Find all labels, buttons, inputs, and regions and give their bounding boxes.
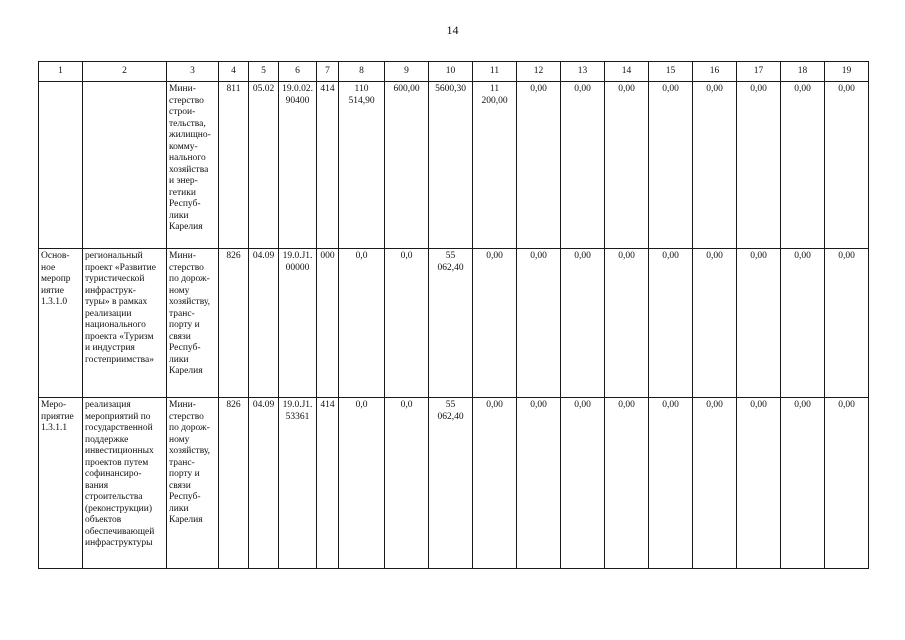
cell-value: 0,00 bbox=[561, 398, 605, 569]
cell-value: 0,0 bbox=[339, 249, 385, 398]
cell-value: 110 514,90 bbox=[339, 82, 385, 249]
row-title: реализация мероприятий по государственной поддержке инвестиционных проектов путем софинансиро- вания строительства (реконструкции) объектов обеспечивающей инфраструктуры bbox=[83, 398, 167, 569]
cell-grbs: 826 bbox=[219, 398, 249, 569]
row-executor: Мини- стерство строи- тельства, жилищно- комму- нального хозяйства и энер- гетики Респуб- лики Карелия bbox=[167, 82, 219, 249]
budget-table bbox=[38, 61, 869, 569]
cell-value: 55 062,40 bbox=[429, 398, 473, 569]
column-header: 19 bbox=[825, 62, 869, 82]
table-row bbox=[39, 398, 869, 569]
cell-value: 0,00 bbox=[737, 82, 781, 249]
cell-csr: 19.0.J1. 53361 bbox=[279, 398, 317, 569]
column-header: 5 bbox=[249, 62, 279, 82]
cell-value: 0,00 bbox=[605, 249, 649, 398]
cell-vr: 414 bbox=[317, 398, 339, 569]
cell-value: 0,00 bbox=[649, 249, 693, 398]
table-row bbox=[39, 249, 869, 398]
row-title bbox=[83, 82, 167, 249]
row-name bbox=[39, 82, 83, 249]
cell-value: 0,0 bbox=[339, 398, 385, 569]
row-name: Основ- ное меропр иятие 1.3.1.0 bbox=[39, 249, 83, 398]
column-header: 4 bbox=[219, 62, 249, 82]
cell-value: 0,00 bbox=[825, 398, 869, 569]
cell-value: 0,00 bbox=[561, 249, 605, 398]
column-header: 2 bbox=[83, 62, 167, 82]
cell-rzpr: 04.09 bbox=[249, 249, 279, 398]
cell-value: 0,00 bbox=[781, 398, 825, 569]
cell-grbs: 826 bbox=[219, 249, 249, 398]
cell-value: 0,00 bbox=[473, 398, 517, 569]
cell-value: 0,00 bbox=[693, 82, 737, 249]
cell-value: 0,00 bbox=[605, 398, 649, 569]
cell-value: 11 200,00 bbox=[473, 82, 517, 249]
cell-value: 0,00 bbox=[693, 249, 737, 398]
column-header: 7 bbox=[317, 62, 339, 82]
cell-value: 0,00 bbox=[825, 249, 869, 398]
column-header: 12 bbox=[517, 62, 561, 82]
cell-csr: 19.0.J1. 00000 bbox=[279, 249, 317, 398]
cell-value: 0,00 bbox=[517, 82, 561, 249]
cell-vr: 414 bbox=[317, 82, 339, 249]
column-header: 14 bbox=[605, 62, 649, 82]
cell-vr: 000 bbox=[317, 249, 339, 398]
cell-value: 0,00 bbox=[561, 82, 605, 249]
row-title: региональный проект «Развитие туристической инфраструк- туры» в рамках реализации национального проекта «Туризм и индустрия гостеприимства» bbox=[83, 249, 167, 398]
cell-value: 0,00 bbox=[693, 398, 737, 569]
cell-rzpr: 05.02 bbox=[249, 82, 279, 249]
cell-value: 55 062,40 bbox=[429, 249, 473, 398]
cell-value: 0,00 bbox=[517, 398, 561, 569]
column-header: 6 bbox=[279, 62, 317, 82]
cell-value: 0,00 bbox=[825, 82, 869, 249]
cell-value: 5600,30 bbox=[429, 82, 473, 249]
cell-value: 0,00 bbox=[781, 82, 825, 249]
table-row bbox=[39, 82, 869, 249]
cell-csr: 19.0.02. 90400 bbox=[279, 82, 317, 249]
column-header: 10 bbox=[429, 62, 473, 82]
page-number: 14 bbox=[446, 23, 459, 37]
cell-value: 0,00 bbox=[605, 82, 649, 249]
column-header: 16 bbox=[693, 62, 737, 82]
row-name: Меро- приятие 1.3.1.1 bbox=[39, 398, 83, 569]
cell-rzpr: 04.09 bbox=[249, 398, 279, 569]
cell-value: 0,00 bbox=[781, 249, 825, 398]
cell-value: 0,00 bbox=[649, 398, 693, 569]
column-header: 9 bbox=[385, 62, 429, 82]
cell-value: 0,00 bbox=[737, 398, 781, 569]
column-header: 17 bbox=[737, 62, 781, 82]
header-row bbox=[39, 62, 869, 82]
cell-value: 0,0 bbox=[385, 398, 429, 569]
column-header: 1 bbox=[39, 62, 83, 82]
row-executor: Мини- стерство по дорож- ному хозяйству, транс- порту и связи Респуб- лики Карелия bbox=[167, 398, 219, 569]
cell-value: 0,00 bbox=[737, 249, 781, 398]
column-header: 3 bbox=[167, 62, 219, 82]
column-header: 15 bbox=[649, 62, 693, 82]
cell-value: 0,00 bbox=[473, 249, 517, 398]
row-executor: Мини- стерство по дорож- ному хозяйству, транс- порту и связи Респуб- лики Карелия bbox=[167, 249, 219, 398]
cell-grbs: 811 bbox=[219, 82, 249, 249]
column-header: 18 bbox=[781, 62, 825, 82]
cell-value: 0,00 bbox=[649, 82, 693, 249]
cell-value: 600,00 bbox=[385, 82, 429, 249]
column-header: 13 bbox=[561, 62, 605, 82]
cell-value: 0,0 bbox=[385, 249, 429, 398]
cell-value: 0,00 bbox=[517, 249, 561, 398]
column-header: 8 bbox=[339, 62, 385, 82]
column-header: 11 bbox=[473, 62, 517, 82]
